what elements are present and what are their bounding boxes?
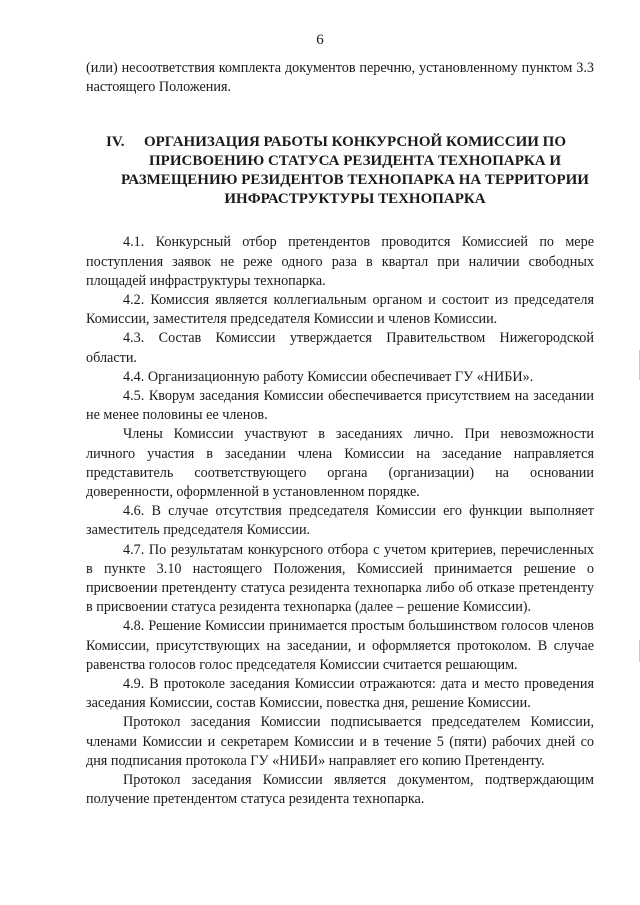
intro-paragraph: (или) несоответствия комплекта документов перечню, установленному пунктом 3.3 настоящего Положения. bbox=[86, 60, 594, 96]
paragraph-4-9: 4.9. В протоколе заседания Комиссии отражаются: дата и место проведения заседания Комиссии, состав Комиссии, повестка дня, решение Комиссии. bbox=[86, 676, 594, 712]
paragraph-4-2: 4.2. Комиссия является коллегиальным органом и состоит из председателя Комиссии, заместителя председателя Комиссии и членов Комиссии. bbox=[86, 292, 594, 328]
paragraph-4-8: 4.8. Решение Комиссии принимается простым большинством голосов членов Комиссии, присутствующих на заседании, и оформляется протоколом. В случае равенства голосов голос председателя Комиссии считается решающим. bbox=[86, 618, 594, 673]
document-body bbox=[86, 59, 594, 810]
paragraph-4-4: 4.4. Организационную работу Комиссии обеспечивает ГУ «НИБИ». bbox=[123, 368, 534, 385]
paragraph-4-5: 4.5. Кворум заседания Комиссии обеспечивается присутствием на заседании не менее половины ее членов. bbox=[86, 388, 594, 424]
paragraph-protocol-signing: Протокол заседания Комиссии подписывается председателем Комиссии, членами Комиссии и секретарем Комиссии и в течение 5 (пяти) рабочих дней со дня подписания протокола ГУ «НИБИ» направляет его копию Претенденту. bbox=[86, 714, 594, 769]
paragraph-4-6: 4.6. В случае отсутствия председателя Комиссии его функции выполняет заместитель председателя Комиссии. bbox=[86, 503, 594, 539]
section-number: IV. bbox=[106, 134, 125, 151]
page-number: 6 bbox=[316, 32, 324, 48]
paragraph-members: Члены Комиссии участвуют в заседаниях лично. При невозможности личного участия в заседании члена Комиссии на заседание направляется представитель соответствующего органа (организации) на основании доверенности, оформленной в установленном порядке. bbox=[86, 426, 594, 501]
section-heading bbox=[86, 133, 594, 209]
paragraph-4-7: 4.7. По результатам конкурсного отбора с учетом критериев, перечисленных в пункте 3.10 настоящего Положения, Комиссией принимается решение о присвоении претенденту статуса резидента технопарка либо об отказе претенденту в присвоении статуса резидента технопарка (далее – решение Комиссии). bbox=[86, 541, 594, 616]
paragraph-protocol-document: Протокол заседания Комиссии является документом, подтверждающим получение претендентом статуса резидента технопарка. bbox=[86, 772, 594, 808]
paragraph-4-3: 4.3. Состав Комиссии утверждается Правительством Нижегородской области. bbox=[86, 330, 594, 366]
paragraph-4-1: 4.1. Конкурсный отбор претендентов проводится Комиссией по мере поступления заявок не реже одного раза в квартал при наличии свободных площадей инфраструктуры технопарка. bbox=[86, 234, 594, 289]
section-title: ОРГАНИЗАЦИЯ РАБОТЫ КОНКУРСНОЙ КОМИССИИ ПО ПРИСВОЕНИЮ СТАТУСА РЕЗИДЕНТА ТЕХНОПАРКА И РАЗМЕЩЕНИЮ РЕЗИДЕНТОВ ТЕХНОПАРКА НА ТЕРРИТОРИИ ИНФРАСТРУКТУРЫ ТЕХНОПАРКА bbox=[121, 134, 589, 208]
